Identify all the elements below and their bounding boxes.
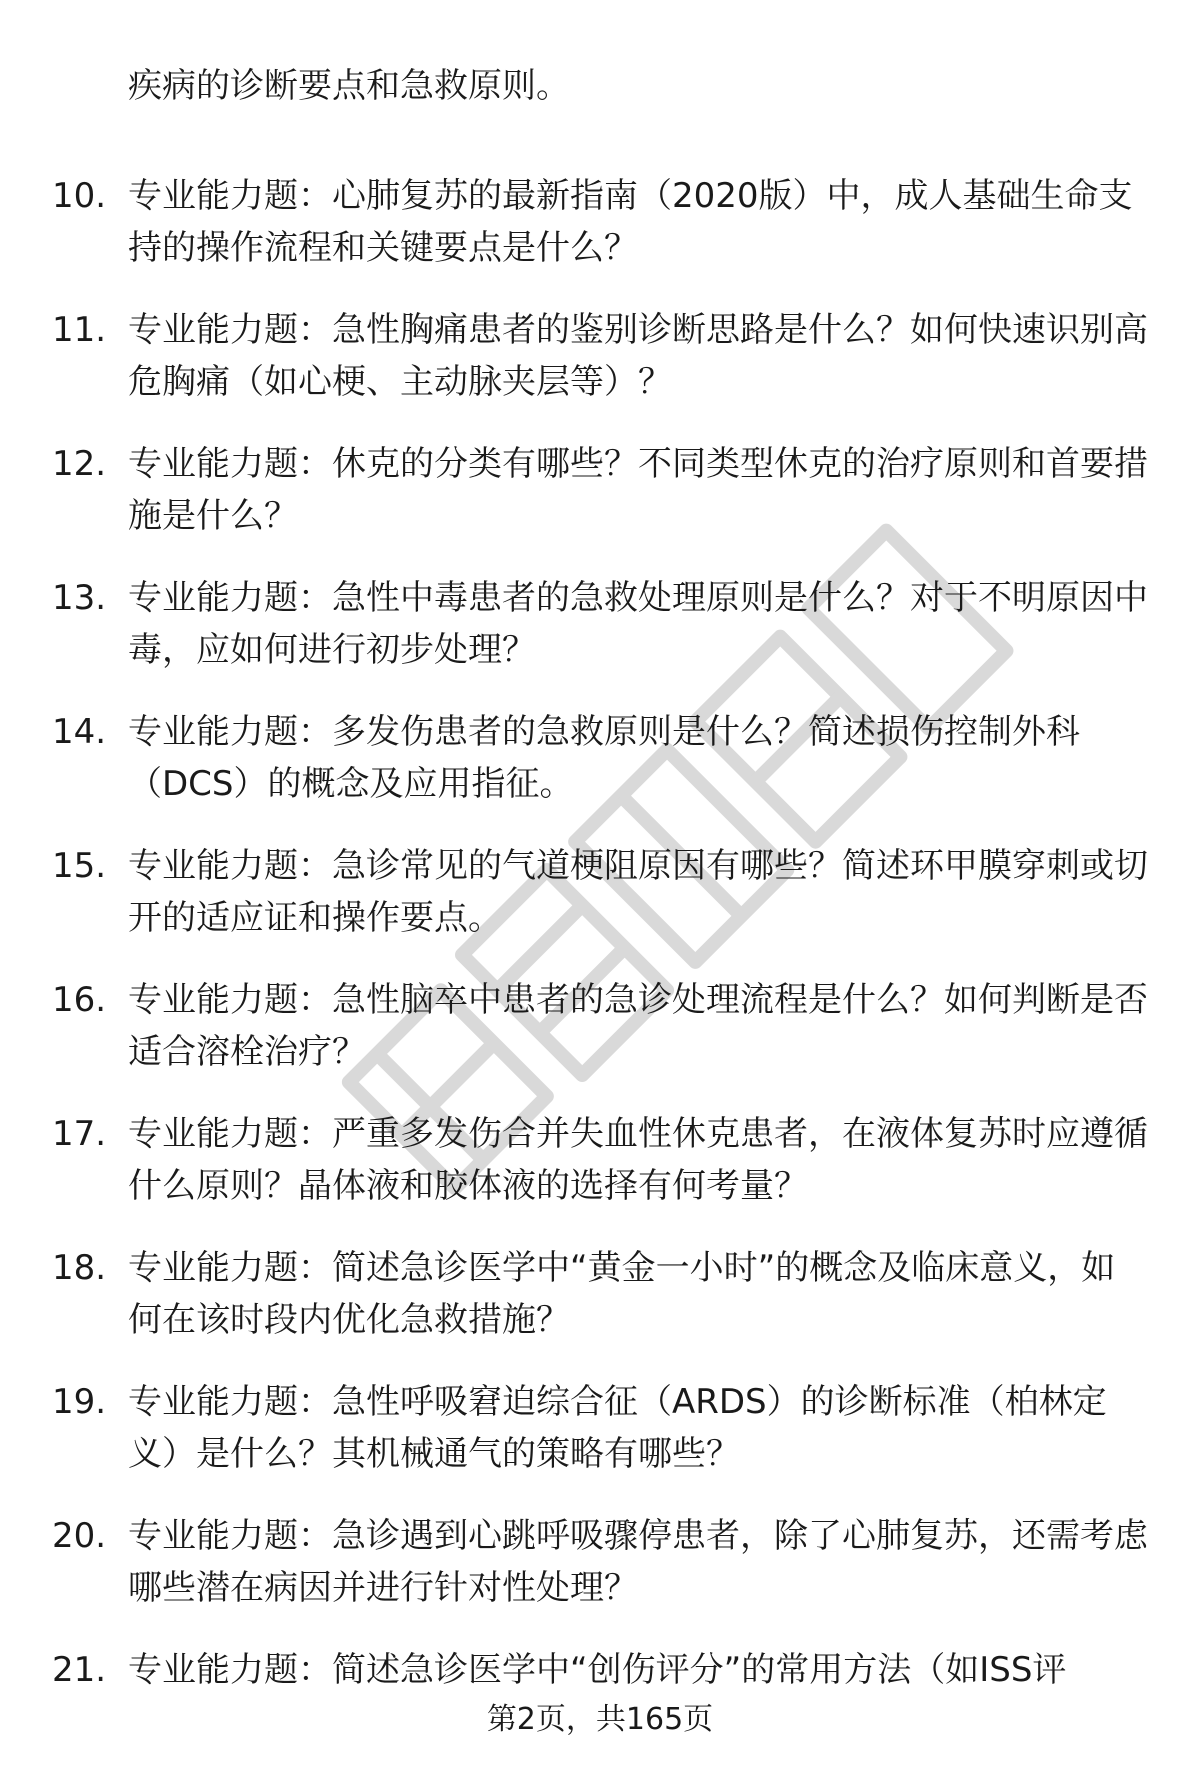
question-item bbox=[0, 840, 1200, 974]
question-number: 15. bbox=[52, 846, 107, 886]
question-list bbox=[0, 170, 1200, 1778]
question-item bbox=[0, 438, 1200, 572]
question-number: 11. bbox=[52, 310, 107, 350]
question-text: 专业能力题：急性中毒患者的急救处理原则是什么？对于不明原因中毒，应如何进行初步处理？ bbox=[128, 578, 1148, 670]
question-text: 专业能力题：心肺复苏的最新指南（2020版）中，成人基础生命支持的操作流程和关键要点是什么？ bbox=[128, 176, 1133, 268]
question-number: 16. bbox=[52, 980, 107, 1020]
question-text: 专业能力题：多发伤患者的急救原则是什么？简述损伤控制外科（DCS）的概念及应用指征。 bbox=[128, 712, 1080, 804]
question-item bbox=[0, 1242, 1200, 1376]
question-text: 专业能力题：急性胸痛患者的鉴别诊断思路是什么？如何快速识别高危胸痛（如心梗、主动脉夹层等）？ bbox=[128, 310, 1148, 402]
question-number: 13. bbox=[52, 578, 107, 618]
question-item bbox=[0, 304, 1200, 438]
question-text: 专业能力题：简述急诊医学中“黄金一小时”的概念及临床意义，如何在该时段内优化急救措施？ bbox=[128, 1248, 1116, 1340]
question-item bbox=[0, 572, 1200, 706]
question-number: 17. bbox=[52, 1114, 107, 1154]
question-number: 20. bbox=[52, 1516, 107, 1556]
question-text: 专业能力题：急诊遇到心跳呼吸骤停患者，除了心肺复苏，还需考虑哪些潜在病因并进行针对性处理？ bbox=[128, 1516, 1148, 1608]
question-text: 专业能力题：严重多发伤合并失血性休克患者，在液体复苏时应遵循什么原则？晶体液和胶体液的选择有何考量？ bbox=[128, 1114, 1148, 1206]
question-number: 14. bbox=[52, 712, 107, 752]
question-number: 10. bbox=[52, 176, 107, 216]
question-item bbox=[0, 706, 1200, 840]
question-number: 19. bbox=[52, 1382, 107, 1422]
continuation-text: 疾病的诊断要点和急救原则。 bbox=[128, 66, 570, 106]
question-number: 21. bbox=[52, 1650, 107, 1690]
question-item bbox=[0, 170, 1200, 304]
question-item bbox=[0, 1108, 1200, 1242]
question-text: 专业能力题：急性呼吸窘迫综合征（ARDS）的诊断标准（柏林定义）是什么？其机械通气的策略有哪些？ bbox=[128, 1382, 1107, 1474]
question-text: 专业能力题：急性脑卒中患者的急诊处理流程是什么？如何判断是否适合溶栓治疗？ bbox=[128, 980, 1148, 1072]
question-text: 专业能力题：简述急诊医学中“创伤评分”的常用方法（如ISS评 bbox=[128, 1650, 1067, 1690]
question-text: 专业能力题：急诊常见的气道梗阻原因有哪些？简述环甲膜穿刺或切开的适应证和操作要点。 bbox=[128, 846, 1148, 938]
question-item bbox=[0, 1376, 1200, 1510]
question-number: 12. bbox=[52, 444, 107, 484]
page-footer: 第2页，共165页 bbox=[486, 1702, 714, 1737]
question-text: 专业能力题：休克的分类有哪些？不同类型休克的治疗原则和首要措施是什么？ bbox=[128, 444, 1148, 536]
question-item bbox=[0, 1510, 1200, 1644]
question-item bbox=[0, 974, 1200, 1108]
question-number: 18. bbox=[52, 1248, 107, 1288]
